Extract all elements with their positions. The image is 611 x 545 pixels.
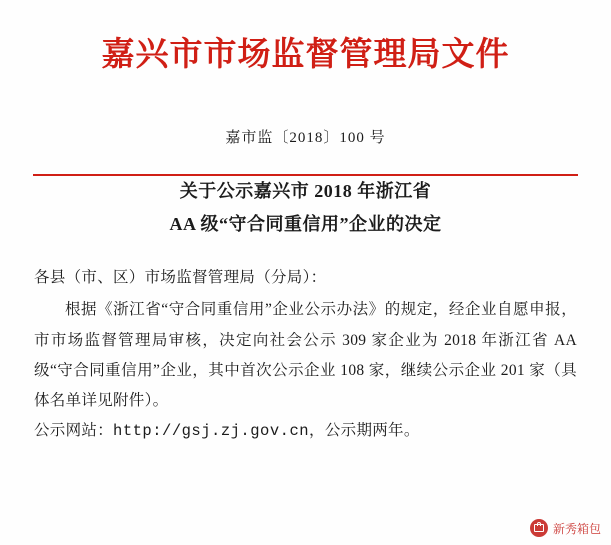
- body-paragraph-2: [34, 416, 577, 446]
- publicity-period-text: ，公示期两年。: [309, 422, 420, 440]
- salutation-line: 各县（市、区）市场监督管理局（分局）：: [34, 269, 327, 287]
- watermark-label: 新秀箱包: [552, 521, 601, 536]
- document-title: 嘉兴市市场监督管理局文件: [101, 34, 510, 73]
- subject-line-1: 关于公示嘉兴市 2018 年浙江省: [179, 180, 432, 201]
- body-paragraph-1: 根据《浙江省“守合同重信用”企业公示办法》的规定，经企业自愿申报，市市场监督管理局审核，决定向社会公示 309 家企业为 2018 年浙江省 AA 级“守合同重信用”企业，其中首次公示企业 108 家，继续公示企业 201 家（具体名单详见附件）。: [34, 301, 577, 410]
- watermark: [530, 519, 601, 537]
- red-divider-rule: [33, 174, 578, 176]
- website-label: 公示网站：: [34, 422, 114, 440]
- bag-icon: [530, 519, 548, 537]
- document-body: [0, 241, 611, 446]
- website-url: http://gsj.zj.gov.cn: [113, 422, 310, 441]
- document-subject: [0, 147, 611, 242]
- document-number: 嘉市监〔2018〕100 号: [225, 129, 386, 146]
- subject-line-2: AA 级“守合同重信用”企业的决定: [169, 213, 442, 234]
